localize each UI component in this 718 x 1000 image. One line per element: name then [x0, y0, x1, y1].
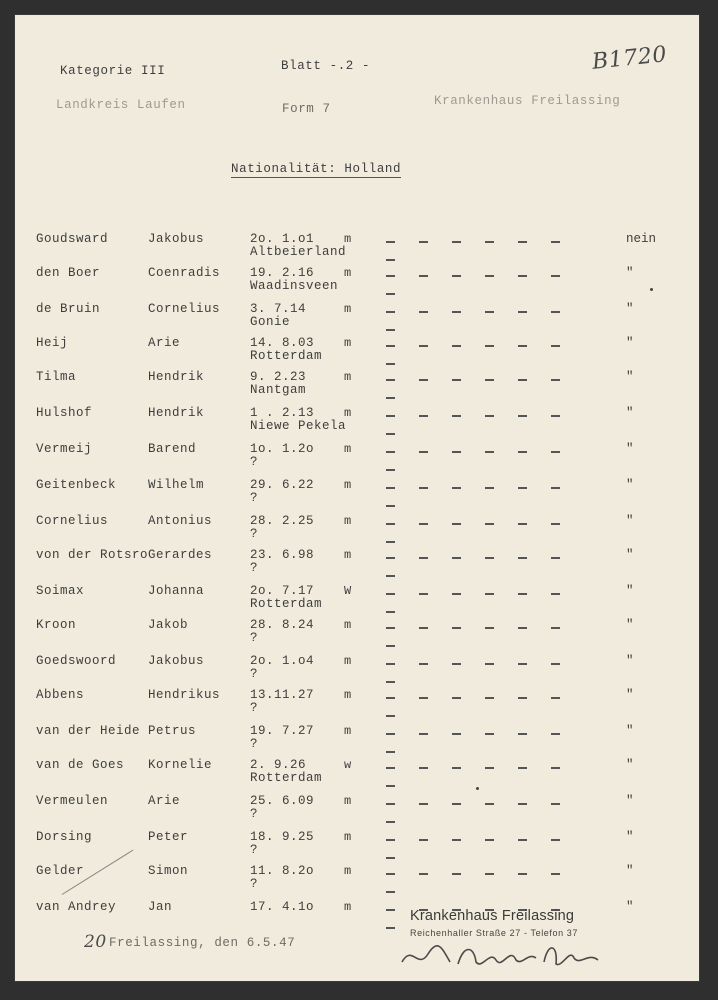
- last-name: Gelder: [36, 864, 85, 878]
- birth-date: 18. 9.25: [250, 830, 315, 844]
- status: ": [626, 688, 634, 702]
- last-name: van de Goes: [36, 758, 125, 772]
- birth-date: 14. 8.03: [250, 336, 315, 350]
- first-name: Jakobus: [148, 654, 205, 668]
- birth-date: 3. 7.14: [250, 302, 307, 316]
- status: ": [626, 864, 634, 878]
- status: ": [626, 724, 634, 738]
- birth-place: ?: [250, 843, 259, 857]
- last-name: Heij: [36, 336, 69, 350]
- table-row: [14, 900, 700, 934]
- last-name: Tilma: [36, 370, 77, 384]
- birth-date: 29. 6.22: [250, 478, 315, 492]
- table-row: [14, 758, 700, 792]
- sex: m: [344, 478, 352, 492]
- birth-place: ?: [250, 701, 259, 715]
- handwritten-number: 20: [84, 932, 107, 952]
- hospital-stamp-name: Krankenhaus Freilassing: [410, 908, 575, 924]
- first-name: Kornelie: [148, 758, 213, 772]
- first-name: Simon: [148, 864, 189, 878]
- birth-date: 1 . 2.13: [250, 406, 315, 420]
- ink-dot: [476, 787, 479, 790]
- table-row: [14, 514, 700, 548]
- dash-filler: [386, 619, 606, 629]
- table-row: [14, 370, 700, 404]
- last-name: Vermeulen: [36, 794, 109, 808]
- birth-place: ?: [250, 737, 259, 751]
- sheet-number: Blatt -.2 -: [281, 59, 371, 73]
- birth-place: ?: [250, 527, 259, 541]
- first-name: Arie: [148, 336, 181, 350]
- dash-filler: [386, 831, 606, 841]
- status: ": [626, 618, 634, 632]
- birth-date: 13.11.27: [250, 688, 315, 702]
- dash-filler: [386, 795, 606, 805]
- status: ": [626, 548, 634, 562]
- hospital-label: Krankenhaus Freilassing: [434, 94, 621, 108]
- last-name: den Boer: [36, 266, 101, 280]
- sex: m: [344, 724, 352, 738]
- last-name: van Andrey: [36, 900, 117, 914]
- sex: m: [344, 830, 352, 844]
- last-name: Abbens: [36, 688, 85, 702]
- status: ": [626, 514, 634, 528]
- status: nein: [626, 232, 657, 246]
- birth-date: 19. 7.27: [250, 724, 315, 738]
- last-name: Vermeij: [36, 442, 93, 456]
- first-name: Gerardes: [148, 548, 213, 562]
- first-name: Jan: [148, 900, 173, 914]
- sex: m: [344, 406, 352, 420]
- status: ": [626, 406, 634, 420]
- signature: [398, 940, 608, 974]
- table-row: [14, 654, 700, 688]
- sex: m: [344, 514, 352, 528]
- first-name: Coenradis: [148, 266, 221, 280]
- sex: m: [344, 442, 352, 456]
- status: ": [626, 266, 634, 280]
- first-name: Johanna: [148, 584, 205, 598]
- sex: m: [344, 370, 352, 384]
- birth-place: Rotterdam: [250, 771, 323, 785]
- table-row: [14, 864, 700, 898]
- status: ": [626, 336, 634, 350]
- last-name: Goedswoord: [36, 654, 117, 668]
- birth-place: Niewe Pekela: [250, 419, 347, 433]
- birth-date: 28. 8.24: [250, 618, 315, 632]
- district-label: Landkreis Laufen: [56, 98, 186, 112]
- birth-place: ?: [250, 631, 259, 645]
- first-name: Wilhelm: [148, 478, 205, 492]
- handwritten-reference: B1720: [590, 42, 669, 75]
- last-name: van der Heide: [36, 724, 141, 738]
- table-row: [14, 442, 700, 476]
- table-row: [14, 406, 700, 440]
- dash-filler: [386, 303, 606, 313]
- status: ": [626, 900, 634, 914]
- birth-place: ?: [250, 455, 259, 469]
- dash-filler: [386, 585, 606, 595]
- table-row: [14, 688, 700, 722]
- dash-filler: [386, 515, 606, 525]
- hospital-stamp-address: Reichenhaller Straße 27 - Telefon 37: [410, 928, 579, 938]
- first-name: Peter: [148, 830, 189, 844]
- first-name: Petrus: [148, 724, 197, 738]
- table-row: [14, 548, 700, 582]
- birth-date: 2. 9.26: [250, 758, 307, 772]
- table-row: [14, 794, 700, 828]
- status: ": [626, 442, 634, 456]
- sex: m: [344, 548, 352, 562]
- first-name: Hendrikus: [148, 688, 221, 702]
- last-name: von der Rotsro: [36, 548, 149, 562]
- table-row: [14, 266, 700, 300]
- ink-dot: [650, 288, 653, 291]
- category-label: Kategorie III: [60, 64, 166, 78]
- sex: m: [344, 232, 352, 246]
- table-row: [14, 232, 700, 266]
- last-name: Cornelius: [36, 514, 109, 528]
- sex: m: [344, 618, 352, 632]
- last-name: Goudsward: [36, 232, 109, 246]
- first-name: Hendrik: [148, 406, 205, 420]
- birth-date: 17. 4.1o: [250, 900, 315, 914]
- birth-date: 19. 2.16: [250, 266, 315, 280]
- place-date: Freilassing, den 6.5.47: [109, 936, 296, 950]
- birth-place: ?: [250, 877, 259, 891]
- dash-filler: [386, 233, 606, 243]
- birth-place: Rotterdam: [250, 349, 323, 363]
- sex: m: [344, 688, 352, 702]
- birth-place: Nantgam: [250, 383, 307, 397]
- birth-date: 23. 6.98: [250, 548, 315, 562]
- status: ": [626, 794, 634, 808]
- birth-date: 1o. 1.2o: [250, 442, 315, 456]
- status: ": [626, 478, 634, 492]
- last-name: Hulshof: [36, 406, 93, 420]
- sex: w: [344, 758, 352, 772]
- first-name: Arie: [148, 794, 181, 808]
- dash-filler: [386, 549, 606, 559]
- table-row: [14, 478, 700, 512]
- status: ": [626, 584, 634, 598]
- birth-date: 2o. 7.17: [250, 584, 315, 598]
- status: ": [626, 302, 634, 316]
- birth-place: ?: [250, 807, 259, 821]
- status: ": [626, 830, 634, 844]
- table-row: [14, 724, 700, 758]
- sex: W: [344, 584, 352, 598]
- birth-date: 11. 8.2o: [250, 864, 315, 878]
- birth-place: ?: [250, 561, 259, 575]
- table-row: [14, 618, 700, 652]
- birth-date: 9. 2.23: [250, 370, 307, 384]
- sex: m: [344, 266, 352, 280]
- last-name: de Bruin: [36, 302, 101, 316]
- birth-place: Altbeierland: [250, 245, 347, 259]
- sex: m: [344, 900, 352, 914]
- status: ": [626, 758, 634, 772]
- status: ": [626, 654, 634, 668]
- first-name: Cornelius: [148, 302, 221, 316]
- first-name: Hendrik: [148, 370, 205, 384]
- birth-date: 2o. 1.o1: [250, 232, 315, 246]
- birth-date: 2o. 1.o4: [250, 654, 315, 668]
- first-name: Antonius: [148, 514, 213, 528]
- birth-place: Gonie: [250, 315, 291, 329]
- dash-filler: [386, 337, 606, 347]
- first-name: Barend: [148, 442, 197, 456]
- dash-filler: [386, 689, 606, 699]
- status: ": [626, 370, 634, 384]
- last-name: Kroon: [36, 618, 77, 632]
- birth-place: ?: [250, 667, 259, 681]
- birth-place: Waadinsveen: [250, 279, 339, 293]
- dash-filler: [386, 267, 606, 277]
- document-page: [14, 14, 700, 982]
- last-name: Dorsing: [36, 830, 93, 844]
- nationality-heading: Nationalität: Holland: [231, 162, 402, 176]
- birth-date: 28. 2.25: [250, 514, 315, 528]
- dash-filler: [386, 725, 606, 735]
- sex: m: [344, 336, 352, 350]
- dash-filler: [386, 371, 606, 381]
- first-name: Jakob: [148, 618, 189, 632]
- table-row: [14, 584, 700, 618]
- sex: m: [344, 302, 352, 316]
- last-name: Geitenbeck: [36, 478, 117, 492]
- dash-filler: [386, 443, 606, 453]
- birth-place: ?: [250, 491, 259, 505]
- sex: m: [344, 864, 352, 878]
- dash-filler: [386, 655, 606, 665]
- sex: m: [344, 794, 352, 808]
- table-row: [14, 302, 700, 336]
- dash-filler: [386, 407, 606, 417]
- first-name: Jakobus: [148, 232, 205, 246]
- last-name: Soimax: [36, 584, 85, 598]
- sex: m: [344, 654, 352, 668]
- dash-filler: [386, 479, 606, 489]
- birth-date: 25. 6.09: [250, 794, 315, 808]
- dash-filler: [386, 865, 606, 875]
- form-label: Form 7: [282, 102, 331, 116]
- table-row: [14, 336, 700, 370]
- birth-place: Rotterdam: [250, 597, 323, 611]
- dash-filler: [386, 759, 606, 769]
